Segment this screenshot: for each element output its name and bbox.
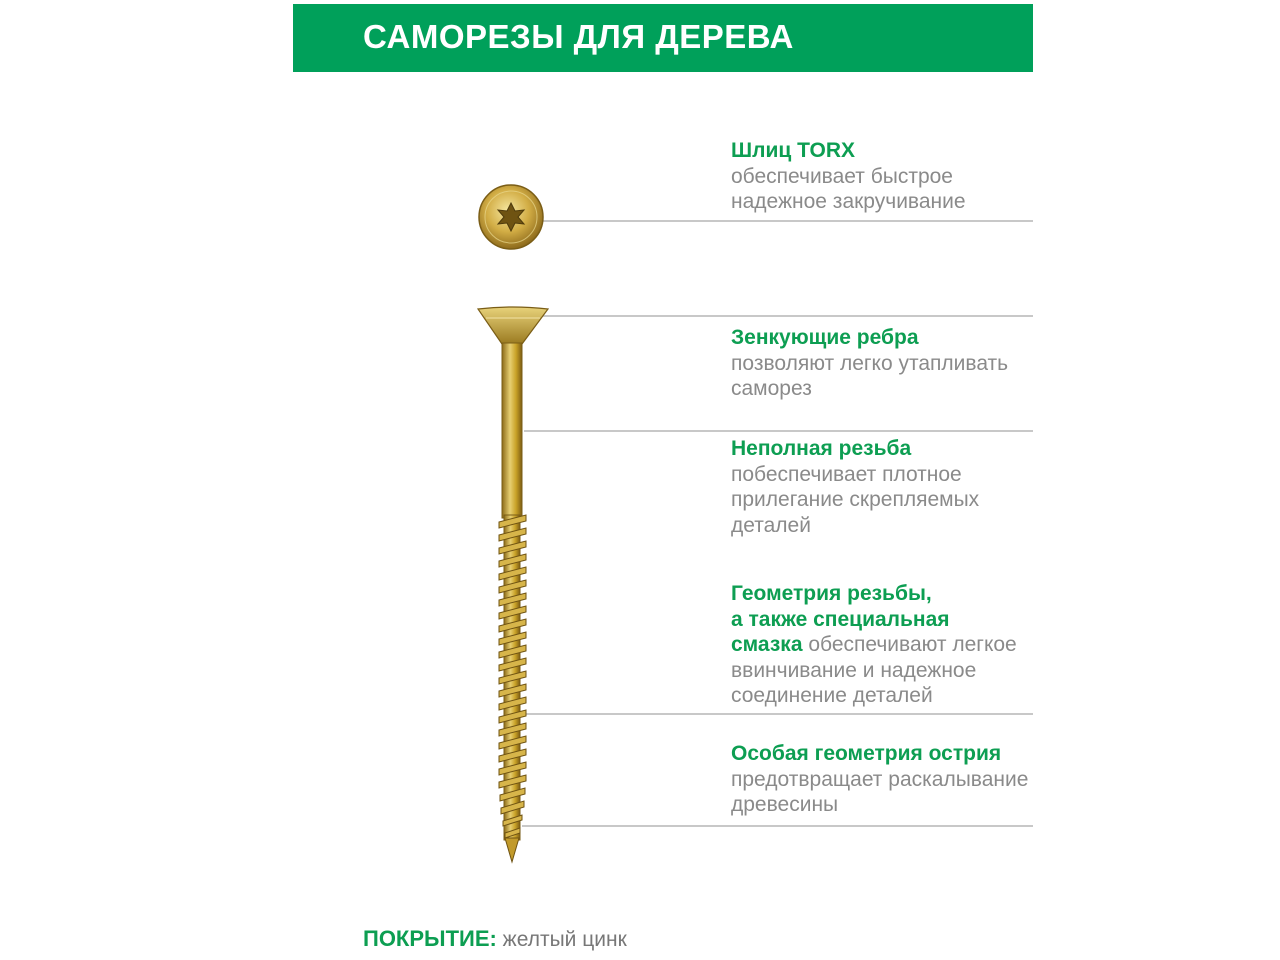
feature-countersink-ribs	[731, 325, 1041, 402]
feature-mixed-line	[731, 632, 1041, 658]
feature-title: Неполная резьба	[731, 437, 912, 460]
feature-desc-line: саморез	[731, 377, 812, 400]
feature-title: Зенкующие ребра	[731, 326, 919, 349]
feature-title-line: смазка	[731, 633, 803, 656]
feature-desc-line: обеспечивает быстрое	[731, 164, 953, 188]
feature-desc-inline: обеспечивают легкое	[802, 633, 1017, 656]
feature-title: Шлиц TORX	[731, 139, 856, 162]
feature-desc-line: побеспечивает плотное	[731, 462, 962, 486]
coating-value: желтый цинк	[496, 928, 627, 951]
feature-title-line: а также специальная	[731, 607, 950, 631]
feature-desc-line: предотвращает раскалывание	[731, 767, 1029, 791]
feature-desc-line: древесины	[731, 793, 839, 816]
page-title: САМОРЕЗЫ ДЛЯ ДЕРЕВА	[363, 18, 794, 55]
feature-desc-line: соединение деталей	[731, 684, 933, 707]
feature-title-line: Геометрия резьбы,	[731, 582, 932, 605]
coating-info	[363, 926, 627, 952]
feature-desc-line: прилегание скрепляемых	[731, 488, 980, 511]
coating-label: ПОКРЫТИЕ:	[363, 926, 497, 951]
feature-torx	[731, 138, 1041, 215]
screw-side-view	[478, 307, 548, 862]
feature-desc-line: деталей	[731, 513, 811, 537]
feature-partial-thread	[731, 436, 1041, 538]
feature-desc-line: надежное закручивание	[731, 190, 966, 213]
feature-title: Особая геометрия острия	[731, 742, 1002, 765]
feature-thread-geometry	[731, 581, 1041, 709]
feature-tip-geometry	[731, 741, 1041, 818]
feature-desc-line: ввинчивание и надежное	[731, 658, 977, 682]
screw-head-top-view	[479, 185, 543, 249]
feature-desc-line: позволяют легко утапливать	[731, 351, 1009, 375]
